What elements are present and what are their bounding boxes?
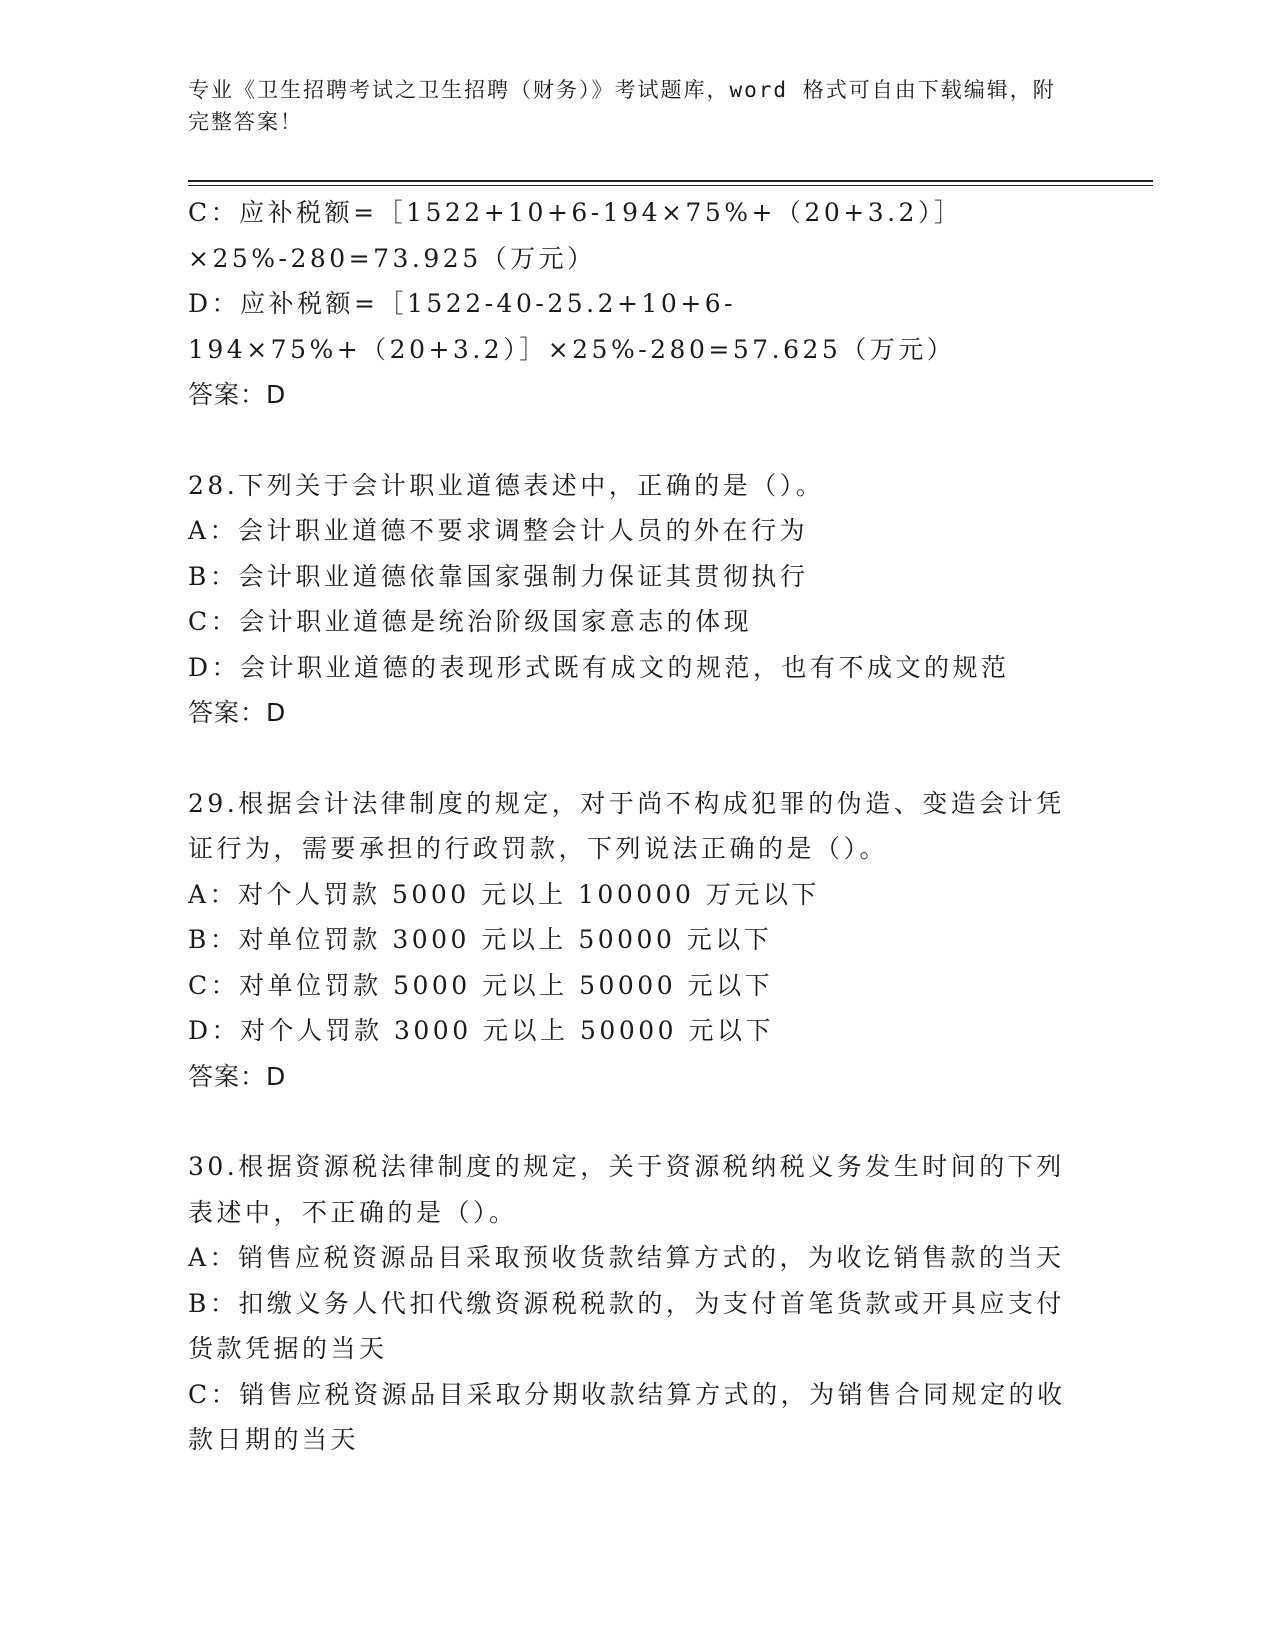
option-a: A：会计职业道德不要求调整会计人员的外在行为	[188, 516, 809, 545]
header-rule-thin	[188, 185, 1153, 186]
question-block	[188, 463, 1068, 736]
question-stem: 28.下列关于会计职业道德表述中，正确的是（）。	[188, 470, 825, 500]
answer: 答案：D	[188, 380, 287, 409]
page-header: 专业《卫生招聘考试之卫生招聘（财务）》考试题库，word 格式可自由下载编辑，附完整答案！	[188, 78, 1056, 134]
option-d: D：会计职业道德的表现形式既有成文的规范，也有不成文的规范	[188, 652, 1010, 682]
question-stem: 29.根据会计法律制度的规定，对于尚不构成犯罪的伪造、变造会计凭证行为，需要承担的行政罚款，下列说法正确的是（）。	[188, 788, 1065, 863]
answer: 答案：D	[188, 698, 287, 727]
option-b: B：会计职业道德依靠国家强制力保证其贯彻执行	[188, 561, 809, 591]
question-content	[188, 190, 1068, 1463]
header-rule-thick	[188, 180, 1153, 182]
option-a: A：对个人罚款 5000 元以上 100000 万元以下	[188, 879, 820, 909]
option-c: C：销售应税资源品目采取分期收款结算方式的，为销售合同规定的收款日期的当天	[188, 1379, 1066, 1454]
question-block	[188, 1144, 1068, 1463]
question-block	[188, 781, 1068, 1100]
answer: 答案：D	[188, 1061, 287, 1091]
option-c: C：对单位罚款 5000 元以上 50000 元以下	[188, 970, 774, 1000]
option-d: D：应补税额=［1522-40-25.2+10+6-194×75%+（20+3.2）］×25%-280=57.625（万元）	[188, 289, 956, 364]
option-b: B：对单位罚款 3000 元以上 50000 元以下	[188, 925, 773, 954]
question-block	[188, 190, 1068, 418]
option-c: C：会计职业道德是统治阶级国家意志的体现	[188, 607, 753, 636]
option-a: A：销售应税资源品目采取预收货款结算方式的，为收讫销售款的当天	[188, 1243, 1065, 1272]
option-b: B：扣缴义务人代扣代缴资源税税款的，为支付首笔货款或开具应支付货款凭据的当天	[188, 1288, 1065, 1363]
option-c: C：应补税额=［1522+10+6-194×75%+（20+3.2）］×25%-280=73.925（万元）	[188, 198, 963, 273]
option-d: D：对个人罚款 3000 元以上 50000 元以下	[188, 1016, 774, 1045]
question-stem: 30.根据资源税法律制度的规定，关于资源税纳税义务发生时间的下列表述中，不正确的是（）。	[188, 1152, 1065, 1227]
